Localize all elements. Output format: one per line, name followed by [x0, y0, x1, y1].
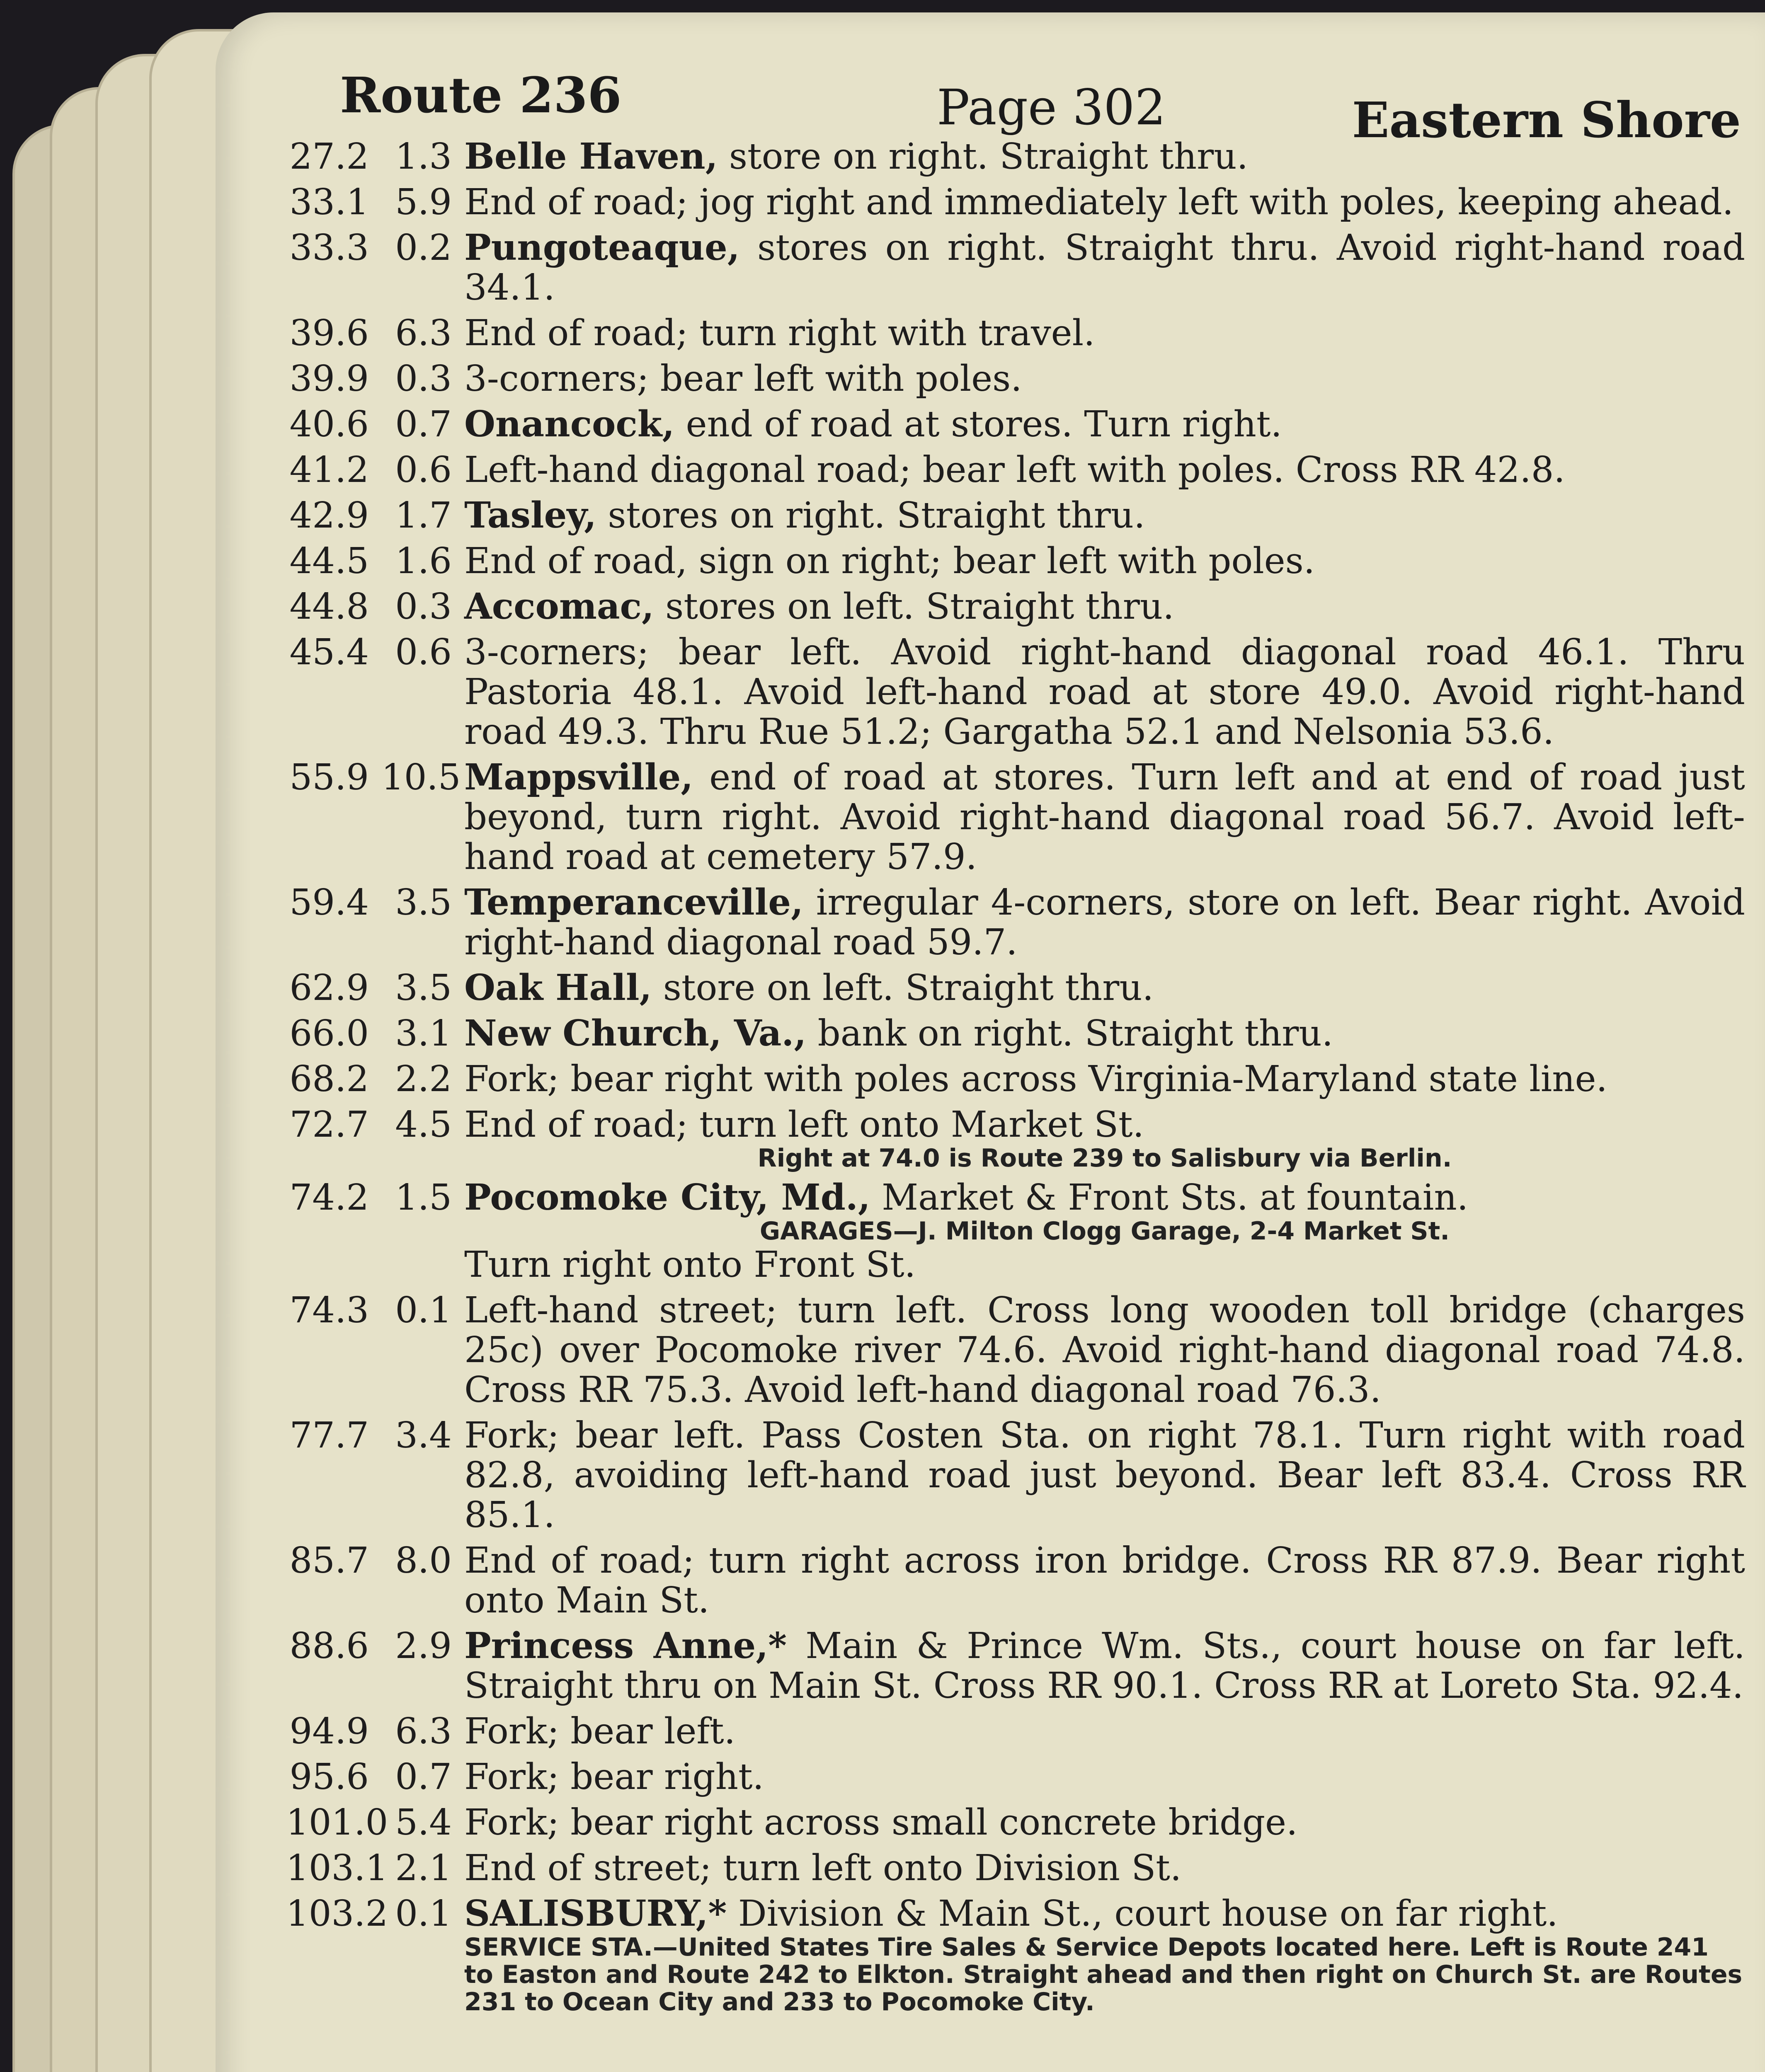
distance: 2.1	[395, 1847, 452, 1889]
mileage: 68.2	[289, 1058, 369, 1100]
mileage: 59.4	[289, 882, 369, 923]
route-entry	[286, 1105, 1745, 1172]
region-title: Eastern Shore	[1352, 91, 1741, 149]
distance: 0.7	[395, 1756, 452, 1798]
mileage: 95.6	[289, 1756, 369, 1798]
direction-detail: store on right. Straight thru.	[718, 136, 1248, 177]
direction-detail: Market & Front Sts. at fountain.	[870, 1177, 1469, 1218]
direction-detail: 3-corners; bear left. Avoid right-hand diagonal road 46.1. Thru Pastoria 48.1. Avoid left-hand road at store 49.0. Avoid right-hand road 49.3. Thru Rue 51.2; Gargatha 52.1 and Nelsonia 53.6.	[464, 632, 1745, 753]
direction-text	[464, 228, 1745, 307]
direction-text	[464, 137, 1745, 177]
direction-text	[464, 359, 1745, 399]
route-entry	[286, 632, 1745, 752]
direction-detail: bank on right. Straight thru.	[806, 1013, 1333, 1054]
distance: 5.4	[395, 1802, 452, 1843]
mileage: 41.2	[289, 449, 369, 491]
mileage: 85.7	[289, 1540, 369, 1581]
direction-text	[464, 182, 1745, 222]
route-entry	[286, 1059, 1745, 1099]
route-entry	[286, 1803, 1745, 1842]
place-name: Belle Haven,	[464, 136, 718, 177]
direction-continuation: Turn right onto Front St.	[464, 1244, 916, 1285]
direction-detail: stores on right. Straight thru. Avoid right-hand road 34.1.	[464, 227, 1745, 308]
direction-text	[464, 450, 1745, 490]
mileage: 44.5	[289, 540, 369, 582]
distance: 0.1	[395, 1893, 452, 1934]
distance: 0.6	[395, 449, 452, 491]
place-name: SALISBURY,*	[464, 1893, 727, 1934]
mileage: 74.2	[289, 1177, 369, 1218]
direction-text	[464, 1757, 1745, 1797]
route-entry	[286, 1416, 1745, 1535]
direction-detail: Main & Prince Wm. Sts., court house on far left. Straight thru on Main St. Cross RR 90.1. Cross RR at Loreto Sta. 92.4.	[464, 1625, 1746, 1706]
distance: 3.5	[395, 882, 452, 923]
page-number: Page 302	[937, 79, 1166, 136]
direction-text	[464, 883, 1745, 962]
mileage: 101.0	[286, 1802, 388, 1843]
direction-detail: End of road; turn right with travel.	[464, 312, 1095, 354]
direction-text	[464, 1178, 1745, 1218]
mileage: 88.6	[289, 1625, 369, 1667]
distance: 0.3	[395, 586, 452, 627]
route-entry	[286, 541, 1745, 581]
route-entry	[286, 1290, 1745, 1410]
distance: 1.6	[395, 540, 452, 582]
mileage: 77.7	[289, 1415, 369, 1456]
distance: 3.4	[395, 1415, 452, 1456]
place-name: Mappsville,	[464, 756, 693, 798]
direction-detail: End of road; turn right across iron bridge. Cross RR 87.9. Bear right onto Main St.	[464, 1540, 1745, 1621]
mileage: 40.6	[289, 404, 369, 445]
direction-text	[464, 1105, 1745, 1145]
direction-text	[464, 1014, 1745, 1053]
route-entry	[286, 313, 1745, 353]
direction-detail: irregular 4-corners, store on left. Bear right. Avoid right-hand diagonal road 59.7.	[464, 882, 1745, 963]
sub-note: SERVICE STA.—United States Tire Sales & Service Depots located here. Left is Route 241 to Easton and Route 242 to Elkton. Straight ahead and then right on Church St. are Routes 231 to Ocean City and 233 to Pocomoke City.	[464, 1933, 1743, 2016]
direction-detail: end of road at stores. Turn right.	[674, 404, 1282, 445]
route-entry	[286, 1541, 1745, 1620]
distance: 0.6	[395, 632, 452, 673]
mileage: 72.7	[289, 1104, 369, 1145]
distance: 0.1	[395, 1290, 452, 1331]
direction-text	[464, 1894, 1745, 1934]
direction-text	[464, 587, 1745, 627]
mileage: 44.8	[289, 586, 369, 627]
direction-detail: store on left. Straight thru.	[652, 967, 1154, 1009]
direction-detail: Left-hand diagonal road; bear left with poles. Cross RR 42.8.	[464, 449, 1565, 491]
direction-detail: Division & Main St., court house on far right.	[727, 1893, 1558, 1934]
direction-text	[464, 1290, 1745, 1410]
distance: 3.1	[395, 1013, 452, 1054]
route-entry	[286, 137, 1745, 177]
distance: 1.5	[395, 1177, 452, 1218]
route-entry	[286, 182, 1745, 222]
mileage: 45.4	[289, 632, 369, 673]
direction-detail: End of street; turn left onto Division St.	[464, 1847, 1182, 1889]
distance: 3.5	[395, 967, 452, 1009]
route-entry	[286, 758, 1745, 877]
route-entry	[286, 1014, 1745, 1053]
distance: 0.3	[395, 358, 452, 399]
direction-detail: Fork; bear left. Pass Costen Sta. on right 78.1. Turn right with road 82.8, avoiding left-hand road just beyond. Bear left 83.4. Cross RR 85.1.	[464, 1415, 1745, 1536]
direction-detail: End of road; turn left onto Market St.	[464, 1104, 1144, 1145]
direction-text	[464, 496, 1745, 535]
direction-text	[464, 1416, 1745, 1535]
mileage: 103.1	[286, 1847, 388, 1889]
route-entry	[286, 883, 1745, 962]
direction-text	[464, 1626, 1745, 1706]
sub-note: GARAGES—J. Milton Clogg Garage, 2-4 Market St.	[759, 1217, 1450, 1246]
mileage: 33.3	[289, 227, 369, 269]
direction-detail: Fork; bear right.	[464, 1756, 764, 1798]
place-name: Pocomoke City, Md.,	[464, 1176, 870, 1218]
mileage: 39.9	[289, 358, 369, 399]
distance: 10.5	[381, 757, 461, 798]
route-entry	[286, 404, 1745, 444]
distance: 1.3	[395, 136, 452, 177]
route-entry	[286, 1894, 1745, 2016]
direction-text	[464, 541, 1745, 581]
direction-detail: Left-hand street; turn left. Cross long wooden toll bridge (charges 25c) over Pocomoke river 74.6. Avoid right-hand diagonal road 74.8. Cross RR 75.3. Avoid left-hand diagonal road 76.3.	[464, 1290, 1745, 1411]
direction-text	[464, 313, 1745, 353]
route-entry	[286, 1178, 1745, 1285]
direction-detail: End of road; jog right and immediately left with poles, keeping ahead.	[464, 182, 1734, 223]
route-entry	[286, 1711, 1745, 1751]
distance: 6.3	[395, 312, 452, 354]
place-name: Oak Hall,	[464, 967, 652, 1009]
direction-detail: Fork; bear right with poles across Virginia-Maryland state line.	[464, 1058, 1607, 1100]
sub-note: Right at 74.0 is Route 239 to Salisbury via Berlin.	[757, 1144, 1452, 1173]
route-entry	[286, 1757, 1745, 1797]
direction-text	[464, 1541, 1745, 1620]
route-entries	[286, 137, 1745, 2021]
mileage: 33.1	[289, 182, 369, 223]
distance: 8.0	[395, 1540, 452, 1581]
route-entry	[286, 450, 1745, 490]
direction-text	[464, 1848, 1745, 1888]
route-entry	[286, 496, 1745, 535]
place-name: Tasley,	[464, 494, 596, 536]
place-name: Accomac,	[464, 586, 654, 627]
route-entry	[286, 1848, 1745, 1888]
direction-detail: End of road, sign on right; bear left with poles.	[464, 540, 1315, 582]
distance: 0.2	[395, 227, 452, 269]
route-number: Route 236	[340, 66, 622, 124]
mileage: 103.2	[286, 1893, 388, 1934]
direction-detail: end of road at stores. Turn left and at end of road just beyond, turn right. Avoid right-hand diagonal road 56.7. Avoid left-hand road at cemetery 57.9.	[464, 757, 1745, 878]
distance: 1.7	[395, 495, 452, 536]
distance: 2.9	[395, 1625, 452, 1667]
direction-detail: Fork; bear right across small concrete bridge.	[464, 1802, 1298, 1843]
direction-text	[464, 968, 1745, 1008]
direction-text	[464, 404, 1745, 444]
direction-text	[464, 1711, 1745, 1751]
mileage: 39.6	[289, 312, 369, 354]
mileage: 62.9	[289, 967, 369, 1009]
mileage: 94.9	[289, 1711, 369, 1752]
direction-text	[464, 1803, 1745, 1842]
route-entry	[286, 968, 1745, 1008]
mileage: 42.9	[289, 495, 369, 536]
direction-detail: stores on right. Straight thru.	[596, 495, 1145, 536]
route-entry	[286, 1626, 1745, 1706]
distance: 6.3	[395, 1711, 452, 1752]
distance: 2.2	[395, 1058, 452, 1100]
mileage: 27.2	[289, 136, 369, 177]
distance: 5.9	[395, 182, 452, 223]
direction-detail: 3-corners; bear left with poles.	[464, 358, 1022, 399]
place-name: Temperanceville,	[464, 881, 803, 923]
mileage: 74.3	[289, 1290, 369, 1331]
place-name: Pungoteaque,	[464, 227, 740, 269]
direction-text	[464, 758, 1745, 877]
route-entry	[286, 587, 1745, 627]
direction-text	[464, 1059, 1745, 1099]
mileage: 55.9	[289, 757, 369, 798]
route-entry	[286, 228, 1745, 307]
direction-detail: stores on left. Straight thru.	[654, 586, 1174, 627]
place-name: New Church, Va.,	[464, 1012, 807, 1054]
route-entry	[286, 359, 1745, 399]
place-name: Onancock,	[464, 403, 675, 445]
place-name: Princess Anne,*	[464, 1625, 787, 1667]
distance: 0.7	[395, 404, 452, 445]
mileage: 66.0	[289, 1013, 369, 1054]
direction-text	[464, 632, 1745, 752]
distance: 4.5	[395, 1104, 452, 1145]
direction-detail: Fork; bear left.	[464, 1711, 736, 1752]
